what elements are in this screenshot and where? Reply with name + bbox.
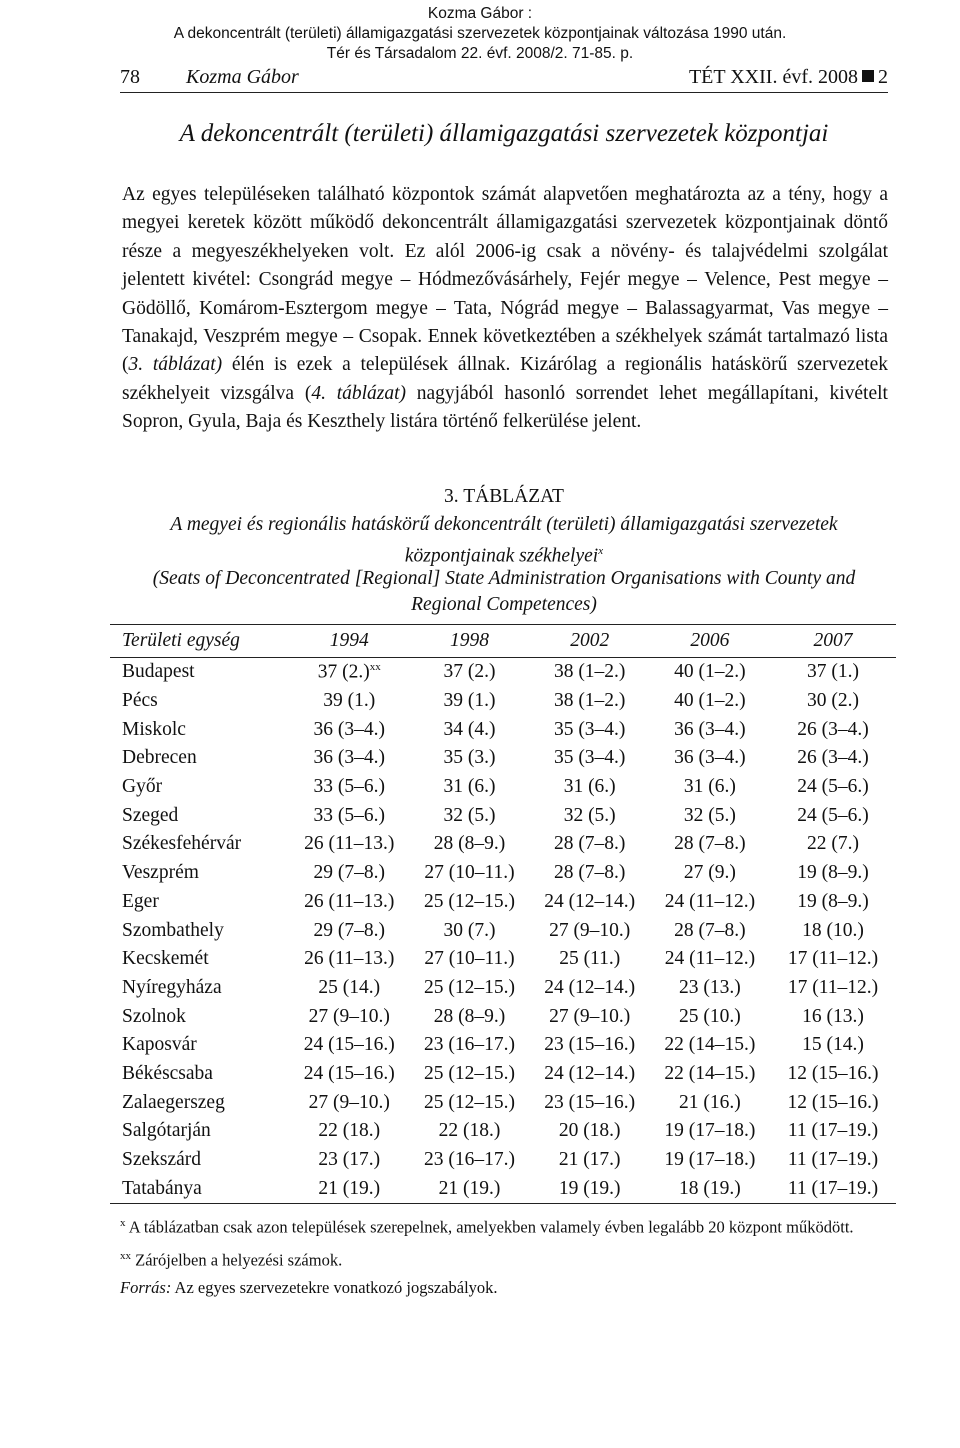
row-cell-value xyxy=(650,888,770,917)
row-cell-value xyxy=(770,1146,896,1175)
footnote-1-text: A táblázatban csak azon települések szerepelnek, amelyekben valamely évben legalább 20 központ működött. xyxy=(125,1217,854,1237)
row-cell-value xyxy=(650,1060,770,1089)
row-cell-value xyxy=(530,830,650,859)
cell-text: Kaposvár xyxy=(122,1034,197,1056)
row-cell-value xyxy=(409,1031,529,1060)
cell-text: 39 (1.) xyxy=(323,690,376,712)
cell-text: 19 (8–9.) xyxy=(797,890,869,912)
row-cell-value xyxy=(770,1088,896,1117)
table-reference-4: 4. táblázat) xyxy=(311,382,407,404)
cell-text: 24 (12–14.) xyxy=(544,1062,636,1084)
cell-text: 25 (12–15.) xyxy=(423,1091,515,1113)
row-cell-value xyxy=(650,859,770,888)
table-caption-hu xyxy=(120,512,888,570)
cell-text: 23 (17.) xyxy=(318,1149,381,1171)
cell-text: 25 (12–15.) xyxy=(423,1062,515,1084)
paragraph-text xyxy=(122,181,888,437)
row-cell-value xyxy=(650,687,770,716)
cell-text: 16 (13.) xyxy=(802,1005,864,1027)
cell-text: 24 (15–16.) xyxy=(303,1062,395,1084)
row-cell-value xyxy=(530,1031,650,1060)
cell-text: Tatabánya xyxy=(122,1177,202,1199)
banner-title: A dekoncentrált (területi) államigazgatási szervezetek központjainak változása 1990 után. xyxy=(173,25,787,42)
table-body xyxy=(110,658,896,1204)
cell-text: 24 (11–12.) xyxy=(664,890,756,912)
cell-text: 27 (9–10.) xyxy=(308,1005,390,1027)
row-cell-value xyxy=(530,859,650,888)
journal-info xyxy=(689,66,888,89)
cell-text: 31 (6.) xyxy=(683,776,736,798)
footnote-2 xyxy=(120,1245,888,1272)
cell-text: 22 (18.) xyxy=(438,1120,501,1142)
row-cell-value xyxy=(530,1060,650,1089)
row-cell-value xyxy=(409,1146,529,1175)
cell-text: 12 (15–16.) xyxy=(787,1091,879,1113)
cell-text: Salgótarján xyxy=(122,1120,211,1142)
cell-text: 21 (19.) xyxy=(318,1177,381,1199)
table-row xyxy=(110,974,896,1003)
square-bullet-icon xyxy=(862,70,874,82)
cell-text: Békéscsaba xyxy=(122,1062,213,1084)
row-cell-value xyxy=(409,1117,529,1146)
row-cell-value xyxy=(530,801,650,830)
running-author: Kozma Gábor xyxy=(186,66,299,88)
row-cell-value xyxy=(530,916,650,945)
cell-text: 19 (8–9.) xyxy=(797,862,869,884)
cell-text: 22 (14–15.) xyxy=(664,1062,756,1084)
row-cell-value xyxy=(409,945,529,974)
table-reference-3: 3. táblázat) xyxy=(128,354,223,376)
cell-text: 23 (15–16.) xyxy=(544,1091,636,1113)
table-row xyxy=(110,1117,896,1146)
row-cell-value xyxy=(650,945,770,974)
cell-text: 33 (5–6.) xyxy=(313,804,385,826)
cell-text: 17 (11–12.) xyxy=(787,948,879,970)
cell-text: Győr xyxy=(122,776,163,798)
cell-text: 25 (14.) xyxy=(318,976,381,998)
cell-text: Szekszárd xyxy=(122,1149,202,1171)
row-cell-value xyxy=(289,945,409,974)
cell-text: 30 (7.) xyxy=(443,919,496,941)
cell-text: 25 (12–15.) xyxy=(423,976,515,998)
row-cell-value xyxy=(289,974,409,1003)
cell-text: 24 (15–16.) xyxy=(303,1034,395,1056)
row-unit-name xyxy=(110,1146,289,1175)
table-row xyxy=(110,1174,896,1203)
cell-text: 39 (1.) xyxy=(443,690,496,712)
citation-banner xyxy=(0,4,960,64)
row-cell-value xyxy=(650,1031,770,1060)
row-cell-value xyxy=(530,1174,650,1203)
row-cell-value xyxy=(770,658,896,687)
row-unit-name xyxy=(110,1060,289,1089)
cell-text: Debrecen xyxy=(122,747,197,769)
table-label: 3. TÁBLÁZAT xyxy=(444,486,564,507)
cell-text: 36 (3–4.) xyxy=(313,718,385,740)
row-cell-value xyxy=(289,1031,409,1060)
table-header-row xyxy=(110,625,896,658)
row-cell-value xyxy=(409,715,529,744)
cell-text: 32 (5.) xyxy=(443,804,496,826)
row-cell-value xyxy=(289,773,409,802)
cell-text: 22 (18.) xyxy=(318,1120,381,1142)
row-cell-value xyxy=(409,974,529,1003)
cell-text: 20 (18.) xyxy=(558,1120,621,1142)
cell-text: 37 (1.) xyxy=(807,661,860,683)
table-row xyxy=(110,888,896,917)
paragraph-part-3: nagyjából hasonló sorrendet lehet megállapítani, kivételt Sopron, Gyula, Baja és Keszthely listára történő felkerülése jelent. xyxy=(122,382,888,433)
cell-text: 15 (14.) xyxy=(802,1034,864,1056)
table-row xyxy=(110,715,896,744)
cell-text: 38 (1–2.) xyxy=(553,690,626,712)
table-row xyxy=(110,658,896,687)
header-2007: 2007 xyxy=(770,625,896,658)
row-cell-value xyxy=(650,801,770,830)
cell-text: 25 (10.) xyxy=(679,1005,741,1027)
journal-issue: 2 xyxy=(878,66,888,88)
cell-text: 27 (9–10.) xyxy=(308,1091,390,1113)
row-cell-value xyxy=(650,773,770,802)
cell-text: 33 (5–6.) xyxy=(313,776,385,798)
row-cell-value xyxy=(289,801,409,830)
row-unit-name xyxy=(110,1031,289,1060)
row-unit-name xyxy=(110,974,289,1003)
row-cell-value xyxy=(650,916,770,945)
row-unit-name xyxy=(110,1002,289,1031)
cell-text: 19 (17–18.) xyxy=(664,1120,756,1142)
row-unit-name xyxy=(110,744,289,773)
row-cell-value xyxy=(770,1031,896,1060)
table-row xyxy=(110,945,896,974)
footnote-1 xyxy=(120,1212,888,1239)
journal-volume: TÉT XXII. évf. 2008 xyxy=(688,66,858,88)
cell-text: Zalaegerszeg xyxy=(122,1091,225,1113)
table-row xyxy=(110,1146,896,1175)
row-cell-value xyxy=(289,1060,409,1089)
row-unit-name xyxy=(110,916,289,945)
cell-text: 24 (5–6.) xyxy=(797,804,869,826)
row-cell-value xyxy=(289,1146,409,1175)
row-unit-name xyxy=(110,1088,289,1117)
row-cell-value xyxy=(289,859,409,888)
cell-text: 19 (19.) xyxy=(558,1177,621,1199)
cell-text: 21 (19.) xyxy=(438,1177,501,1199)
header-2006: 2006 xyxy=(650,625,770,658)
cell-text: 23 (16–17.) xyxy=(423,1034,515,1056)
row-cell-value xyxy=(530,945,650,974)
table-caption-en: (Seats of Deconcentrated [Regional] State Administration Organisations with County and Regional Competences) xyxy=(152,568,856,615)
row-cell-value xyxy=(409,916,529,945)
row-cell-value xyxy=(289,1088,409,1117)
row-unit-name xyxy=(110,1117,289,1146)
cell-text: 22 (14–15.) xyxy=(664,1034,756,1056)
row-cell-value xyxy=(409,744,529,773)
row-cell-value xyxy=(650,1146,770,1175)
row-cell-value xyxy=(770,859,896,888)
table-row xyxy=(110,1060,896,1089)
cell-text: 32 (5.) xyxy=(683,804,736,826)
header-2002: 2002 xyxy=(530,625,650,658)
row-cell-value xyxy=(409,1088,529,1117)
footnote-1-mark: x xyxy=(120,1217,126,1229)
cell-text: 18 (10.) xyxy=(802,919,864,941)
row-cell-value xyxy=(409,687,529,716)
row-cell-value xyxy=(530,744,650,773)
row-cell-value xyxy=(289,916,409,945)
row-cell-value xyxy=(770,773,896,802)
footnote-2-text: Zárójelben a helyezési számok. xyxy=(131,1250,343,1269)
cell-text: 26 (11–13.) xyxy=(304,948,395,970)
cell-text: 28 (8–9.) xyxy=(433,1005,506,1027)
row-cell-value xyxy=(289,1174,409,1203)
row-cell-value xyxy=(770,1117,896,1146)
cell-text: 23 (16–17.) xyxy=(423,1149,515,1171)
cell-text: Budapest xyxy=(122,661,195,683)
cell-text: 23 (13.) xyxy=(679,976,741,998)
cell-text: 27 (9–10.) xyxy=(549,1005,631,1027)
row-cell-value xyxy=(770,744,896,773)
header-territorial-unit: Területi egység xyxy=(110,625,289,658)
row-cell-value xyxy=(289,687,409,716)
cell-text: 25 (11.) xyxy=(559,948,621,970)
table-notes xyxy=(120,1212,888,1305)
row-cell-value xyxy=(770,974,896,1003)
row-cell-value xyxy=(530,687,650,716)
cell-text: 40 (1–2.) xyxy=(674,661,746,683)
cell-text: 35 (3–4.) xyxy=(553,718,626,740)
cell-text: Nyíregyháza xyxy=(122,976,222,998)
header-1998: 1998 xyxy=(409,625,529,658)
cell-text: Szombathely xyxy=(122,919,224,941)
row-unit-name xyxy=(110,658,289,687)
cell-text: 24 (11–12.) xyxy=(664,948,756,970)
row-cell-value xyxy=(289,830,409,859)
row-cell-value xyxy=(770,830,896,859)
cell-text: 11 (17–19.) xyxy=(787,1120,879,1142)
row-cell-value xyxy=(530,658,650,687)
source-label: Forrás: xyxy=(120,1278,172,1297)
cell-text: 38 (1–2.) xyxy=(553,661,626,683)
row-cell-value xyxy=(770,801,896,830)
row-cell-value xyxy=(650,1117,770,1146)
cell-footnote-mark: xx xyxy=(369,661,381,674)
cell-text: 21 (16.) xyxy=(679,1091,741,1113)
cell-text: 36 (3–4.) xyxy=(674,747,746,769)
row-cell-value xyxy=(409,658,529,687)
row-cell-value xyxy=(289,658,409,687)
cell-text: 26 (3–4.) xyxy=(797,747,869,769)
row-cell-value xyxy=(530,1002,650,1031)
body-paragraph xyxy=(122,181,888,437)
cell-text: 28 (7–8.) xyxy=(553,862,626,884)
table-row xyxy=(110,801,896,830)
cell-text: 19 (17–18.) xyxy=(664,1149,756,1171)
row-cell-value xyxy=(530,1088,650,1117)
cell-text: 22 (7.) xyxy=(807,833,860,855)
cell-text: 27 (10–11.) xyxy=(424,948,515,970)
section-title: A dekoncentrált (területi) államigazgatási szervezetek központjai xyxy=(179,120,829,147)
row-unit-name xyxy=(110,830,289,859)
cell-text: 12 (15–16.) xyxy=(787,1062,879,1084)
cell-text: 30 (2.) xyxy=(807,690,860,712)
cell-text: 40 (1–2.) xyxy=(674,690,746,712)
header-1994: 1994 xyxy=(289,625,409,658)
cell-text: Eger xyxy=(122,890,159,912)
cell-text: 28 (7–8.) xyxy=(674,833,746,855)
cell-text: Kecskemét xyxy=(122,948,209,970)
cell-text: Pécs xyxy=(122,690,158,712)
row-cell-value xyxy=(770,945,896,974)
row-cell-value xyxy=(770,1060,896,1089)
cell-text: 24 (12–14.) xyxy=(544,890,636,912)
cell-text: 28 (8–9.) xyxy=(433,833,506,855)
cell-text: 36 (3–4.) xyxy=(674,718,746,740)
cell-text: Szeged xyxy=(122,804,179,826)
cell-text: 32 (5.) xyxy=(563,804,616,826)
row-cell-value xyxy=(650,1174,770,1203)
table-row xyxy=(110,687,896,716)
row-cell-value xyxy=(770,687,896,716)
page-number: 78 xyxy=(120,66,140,88)
cell-text: 18 (19.) xyxy=(679,1177,741,1199)
cell-text: 31 (6.) xyxy=(443,776,496,798)
row-cell-value xyxy=(650,658,770,687)
caption-footnote-mark: x xyxy=(598,545,604,557)
cell-text: Veszprém xyxy=(122,862,199,884)
row-cell-value xyxy=(650,1088,770,1117)
row-cell-value xyxy=(770,1002,896,1031)
row-cell-value xyxy=(650,715,770,744)
row-cell-value xyxy=(530,1146,650,1175)
row-cell-value xyxy=(289,1002,409,1031)
row-cell-value xyxy=(409,888,529,917)
row-cell-value xyxy=(289,888,409,917)
cell-text: 26 (11–13.) xyxy=(304,833,395,855)
cell-text: 24 (5–6.) xyxy=(797,776,869,798)
table-row xyxy=(110,1031,896,1060)
cell-text: 35 (3–4.) xyxy=(553,747,626,769)
row-cell-value xyxy=(770,916,896,945)
cell-text: 23 (15–16.) xyxy=(544,1034,636,1056)
row-cell-value xyxy=(409,1174,529,1203)
cell-text: 31 (6.) xyxy=(563,776,616,798)
cell-text: Miskolc xyxy=(122,718,186,740)
table-row xyxy=(110,916,896,945)
row-cell-value xyxy=(650,1002,770,1031)
cell-text: Szolnok xyxy=(122,1005,186,1027)
row-cell-value xyxy=(770,888,896,917)
banner-author: Kozma Gábor : xyxy=(427,5,533,22)
cell-text: 36 (3–4.) xyxy=(313,747,385,769)
cell-text: 11 (17–19.) xyxy=(787,1177,879,1199)
row-cell-value xyxy=(650,830,770,859)
cell-text: 26 (11–13.) xyxy=(304,890,395,912)
row-unit-name xyxy=(110,1174,289,1203)
row-unit-name xyxy=(110,773,289,802)
row-cell-value xyxy=(770,715,896,744)
row-cell-value xyxy=(409,773,529,802)
row-unit-name xyxy=(110,687,289,716)
running-head xyxy=(120,66,888,93)
row-cell-value xyxy=(289,715,409,744)
cell-text: 26 (3–4.) xyxy=(797,718,869,740)
cell-text: 27 (9.) xyxy=(683,862,736,884)
row-cell-value xyxy=(409,859,529,888)
row-unit-name xyxy=(110,715,289,744)
row-cell-value xyxy=(530,974,650,1003)
cell-text: 29 (7–8.) xyxy=(313,919,385,941)
paragraph-part-1: Az egyes településeken található központok számát alapvetően meghatározta az a tény, hogy a megyei keretek között működő dekoncentrált államigazgatási szervezetek központjainak döntő része a megyeszékhelyeken volt. Ez alól 2006-ig csak a növény- és talajvédelmi szolgálat jelentett kivétel: Csongrád megye – Hódmezővásárhely, Fejér megye – Velence, Pest megye – Gödöllő, Komárom-Esztergom megye – Tata, Nógrád megye – Balassagyarmat, Vas megye – Tanakajd, Veszprém megye – Csopak. Ennek következtében a székhelyek számát tartalmazó lista ( xyxy=(122,184,888,376)
cell-text: 24 (12–14.) xyxy=(544,976,636,998)
row-unit-name xyxy=(110,945,289,974)
cell-text: 29 (7–8.) xyxy=(313,862,385,884)
row-cell-value xyxy=(650,744,770,773)
row-cell-value xyxy=(530,715,650,744)
footnote-2-mark: xx xyxy=(120,1249,131,1262)
row-unit-name xyxy=(110,801,289,830)
table-row xyxy=(110,773,896,802)
source-note xyxy=(120,1277,888,1299)
table-row xyxy=(110,1088,896,1117)
paragraph-part-2: élén is ezek a települések állnak. Kizárólag a regionális hatáskörű szervezetek székhelyeit vizsgálva ( xyxy=(122,354,888,404)
table-row xyxy=(110,744,896,773)
row-unit-name xyxy=(110,888,289,917)
seats-table xyxy=(110,624,896,1204)
row-cell-value xyxy=(530,1117,650,1146)
cell-text: 27 (10–11.) xyxy=(424,862,515,884)
row-cell-value xyxy=(530,888,650,917)
table-row xyxy=(110,1002,896,1031)
row-cell-value xyxy=(770,1174,896,1203)
row-cell-value xyxy=(409,1002,529,1031)
row-cell-value xyxy=(530,773,650,802)
table-row xyxy=(110,830,896,859)
row-cell-value xyxy=(289,744,409,773)
banner-source: Tér és Társadalom 22. évf. 2008/2. 71-85. p. xyxy=(326,45,634,62)
row-unit-name xyxy=(110,859,289,888)
row-cell-value xyxy=(289,1117,409,1146)
row-cell-value xyxy=(409,830,529,859)
cell-text: 27 (9–10.) xyxy=(549,919,631,941)
caption-hu-text: A megyei és regionális hatáskörű dekoncentrált (területi) államigazgatási szervezetek központjainak székhelyei xyxy=(170,514,838,567)
cell-text: Székesfehérvár xyxy=(122,833,242,855)
row-cell-value xyxy=(650,974,770,1003)
cell-text: 21 (17.) xyxy=(558,1149,621,1171)
cell-text: 28 (7–8.) xyxy=(674,919,746,941)
cell-text: 25 (12–15.) xyxy=(423,890,515,912)
cell-text: 17 (11–12.) xyxy=(787,976,879,998)
cell-text: 28 (7–8.) xyxy=(553,833,626,855)
cell-text: 37 (2.) xyxy=(443,661,496,683)
row-cell-value xyxy=(409,1060,529,1089)
table-row xyxy=(110,859,896,888)
cell-text: 35 (3.) xyxy=(443,747,496,769)
row-cell-value xyxy=(409,801,529,830)
cell-text: 37 (2.) xyxy=(317,661,370,683)
source-text: Az egyes szervezetekre vonatkozó jogszabályok. xyxy=(171,1278,498,1297)
cell-text: 11 (17–19.) xyxy=(787,1149,879,1171)
cell-text: 34 (4.) xyxy=(443,718,496,740)
